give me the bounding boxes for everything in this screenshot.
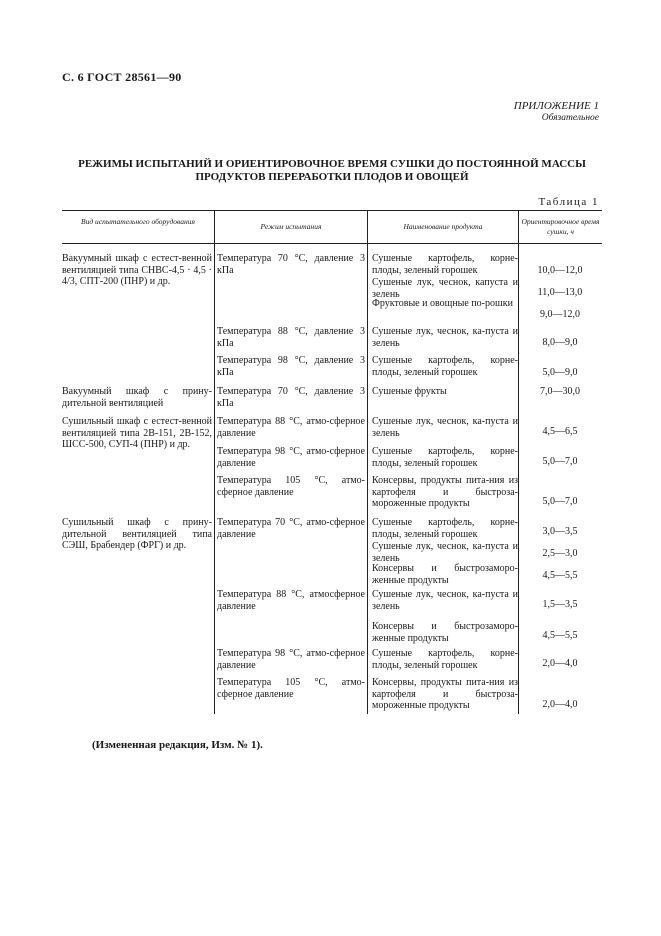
time-cell: 10,0—12,0 <box>537 265 583 276</box>
time-cell: 4,5—5,5 <box>542 570 578 581</box>
time-cell: 11,0—13,0 <box>537 287 583 298</box>
equipment-cell: Сушильный шкаф с прину-дительной вентиляцией типа СЭШ, Брабендер (ФРГ) и др. <box>62 517 212 551</box>
appendix-title: ПРИЛОЖЕНИЕ 1 <box>513 100 599 112</box>
time-cell: 7,0—30,0 <box>540 386 580 397</box>
time-cell: 5,0—7,0 <box>542 496 578 507</box>
time-cell: 8,0—9,0 <box>542 337 578 348</box>
product-cell: Консервы и быстрозаморо-женные продукты <box>372 563 518 586</box>
mode-cell: Температура 105 °С, атмо-сферное давление <box>217 677 365 700</box>
drying-modes-table <box>62 210 602 714</box>
time-cell: 2,5—3,0 <box>542 548 578 559</box>
mode-cell: Температура 98 °С, атмо-сферное давление <box>217 446 365 469</box>
header-time: Ориентировочное время сушки, ч <box>521 217 600 236</box>
mode-cell: Температура 88 °С, атмо-сферное давление <box>217 416 365 439</box>
time-cell: 4,5—5,5 <box>542 630 578 641</box>
time-cell: 4,5—6,5 <box>542 426 578 437</box>
equipment-cell: Сушильный шкаф с естест-венной вентиляцией типа 2В-151, 2В-152, ШСС-500, СУП-4 (ПНР) и др. <box>62 416 212 450</box>
mode-cell: Температура 98 °С, атмо-сферное давление <box>217 648 365 671</box>
equipment-cell: Вакуумный шкаф с естест-венной вентиляцией типа СНВС-4,5 · 4,5 · 4/3, СПТ-200 (ПНР) и др. <box>62 253 212 287</box>
time-cell: 1,5—3,5 <box>542 599 578 610</box>
header-mode: Режим испытания <box>260 222 322 231</box>
appendix-subtitle: Обязательное <box>541 113 599 123</box>
product-cell: Сушеные лук, чеснок, ка-пуста и зелень <box>372 589 518 612</box>
time-cell: 5,0—9,0 <box>542 367 578 378</box>
document-title-line2: ПРОДУКТОВ ПЕРЕРАБОТКИ ПЛОДОВ И ОВОЩЕЙ <box>195 171 469 183</box>
product-cell: Сушеные лук, чеснок, капуста и зелень <box>372 277 518 300</box>
appendix-label <box>514 100 599 124</box>
header-divider <box>62 243 602 244</box>
header-equipment: Вид испытательного оборудования <box>81 217 195 226</box>
mode-cell: Температура 98 °С, давление 3 кПа <box>217 355 365 378</box>
document-title-line1: РЕЖИМЫ ИСПЫТАНИЙ И ОРИЕНТИРОВОЧНОЕ ВРЕМЯ СУШКИ ДО ПОСТОЯННОЙ МАССЫ <box>78 158 586 170</box>
product-cell: Сушеные лук, чеснок, ка-пуста и зелень <box>372 541 518 564</box>
time-cell: 5,0—7,0 <box>542 456 578 467</box>
time-cell: 2,0—4,0 <box>542 658 578 669</box>
mode-cell: Температура 70 °С, давление 3 кПа <box>217 253 365 276</box>
product-cell: Фруктовые и овощные по-рошки <box>372 298 513 309</box>
product-cell: Сушеные лук, чеснок, ка-пуста и зелень <box>372 326 518 349</box>
product-cell: Сушеные картофель, корне-плоды, зеленый горошек <box>372 355 518 378</box>
product-cell: Консервы и быстрозаморо-женные продукты <box>372 621 518 644</box>
time-cell: 2,0—4,0 <box>542 699 578 710</box>
document-title <box>62 158 602 184</box>
mode-cell: Температура 88 °С, атмосферное давление <box>217 589 365 612</box>
equipment-cell: Вакуумный шкаф с прину-дительной вентиляцией <box>62 386 212 409</box>
mode-cell: Температура 70 °С, атмо-сферное давление <box>217 517 365 540</box>
column-divider <box>367 211 368 714</box>
product-cell: Сушеные картофель, корне-плоды, зеленый горошек <box>372 446 518 469</box>
column-divider <box>214 211 215 714</box>
product-cell: Консервы, продукты пита-ния из картофеля и быстроза-мороженные продукты <box>372 475 518 509</box>
mode-cell: Температура 105 °С, атмо-сферное давление <box>217 475 365 498</box>
product-cell: Сушеные лук, чеснок, ка-пуста и зелень <box>372 416 518 439</box>
product-cell: Сушеные фрукты <box>372 386 447 397</box>
mode-cell: Температура 70 °С, давление 3 кПа <box>217 386 365 409</box>
time-cell: 9,0—12,0 <box>540 309 580 320</box>
product-cell: Сушеные картофель, корне-плоды, зеленый горошек <box>372 648 518 671</box>
amendment-note: (Измененная редакция, Изм. № 1). <box>92 739 263 751</box>
product-cell: Сушеные картофель, корне-плоды, зеленый горошек <box>372 517 518 540</box>
header-product: Наименование продукта <box>403 222 483 231</box>
mode-cell: Температура 88 °С, давление 3 кПа <box>217 326 365 349</box>
table-label: Таблица 1 <box>538 196 599 208</box>
product-cell: Консервы, продукты пита-ния из картофеля и быстроза-мороженные продукты <box>372 677 518 711</box>
time-cell: 3,0—3,5 <box>542 526 578 537</box>
product-cell: Сушеные картофель, корне-плоды, зеленый горошек <box>372 253 518 276</box>
page-header: С. 6 ГОСТ 28561—90 <box>62 70 182 84</box>
